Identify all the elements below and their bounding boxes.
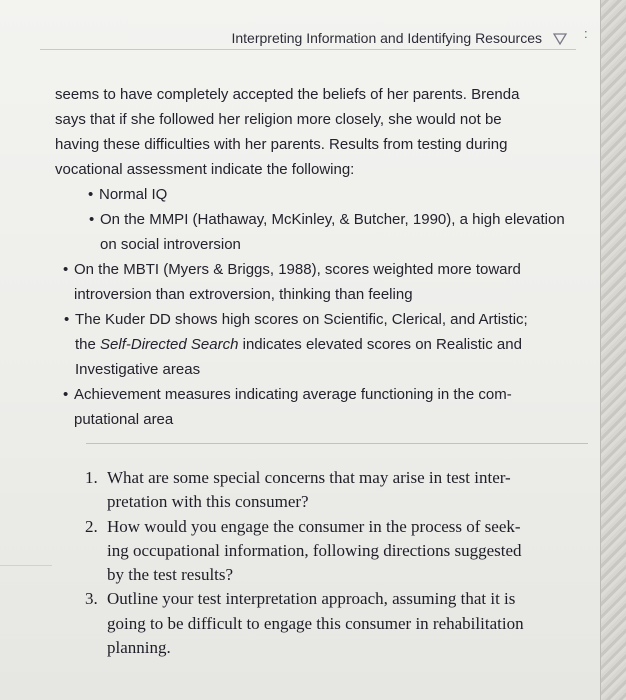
- page-header: [0, 0, 600, 56]
- section-divider: [86, 443, 588, 444]
- list-item: • On the MBTI (Myers & Briggs, 1988), scores weighted more toward introversion than extroversion, thinking than feeling: [29, 257, 595, 307]
- text-line: seems to have completely accepted the beliefs of her parents. Brenda: [55, 86, 520, 103]
- text-line: vocational assessment indicate the following:: [55, 161, 355, 178]
- margin-mark: :: [584, 26, 588, 41]
- text-line: having these difficulties with her parents. Results from testing during: [55, 136, 508, 153]
- bullet-icon: •: [88, 186, 94, 203]
- header-rule: [40, 49, 576, 50]
- discussion-questions: [85, 466, 595, 660]
- list-item: • The Kuder DD shows high scores on Scientific, Clerical, and Artistic; the Self-Directed Search indicates elevated scores on Realistic and Investigative areas: [30, 307, 595, 382]
- question-number: 2.: [85, 516, 98, 536]
- question-item: 3. Outline your test interpretation approach, assuming that it is going to be difficult to engage this consumer in rehabilitation planning.: [85, 589, 524, 658]
- case-description: [55, 82, 595, 432]
- list-item: • Normal IQ: [54, 182, 595, 207]
- bullet-icon: •: [89, 211, 95, 228]
- bullet-icon: •: [63, 386, 69, 403]
- list-item: • Achievement measures indicating average functioning in the com- putational area: [29, 382, 595, 432]
- list-item: • On the MMPI (Hathaway, McKinley, & Butcher, 1990), a high elevation on social introversion: [55, 207, 595, 257]
- question-number: 3.: [85, 589, 98, 609]
- assessment-results-list: [55, 182, 595, 432]
- bullet-icon: •: [64, 311, 70, 328]
- chevron-down-icon: [553, 33, 567, 45]
- margin-line: [0, 565, 52, 566]
- question-item: 1. What are some special concerns that may arise in test inter- pretation with this consumer?: [85, 468, 511, 512]
- background-surface: [600, 0, 626, 700]
- question-number: 1.: [85, 468, 98, 487]
- case-paragraph: [55, 82, 595, 182]
- bullet-icon: •: [63, 261, 69, 278]
- question-item: 2. How would you engage the consumer in the process of seek- ing occupational information, following directions suggested by the test results?: [85, 516, 522, 585]
- text-line: says that if she followed her religion more closely, she would not be: [55, 111, 502, 128]
- running-head: Interpreting Information and Identifying Resources: [231, 30, 542, 46]
